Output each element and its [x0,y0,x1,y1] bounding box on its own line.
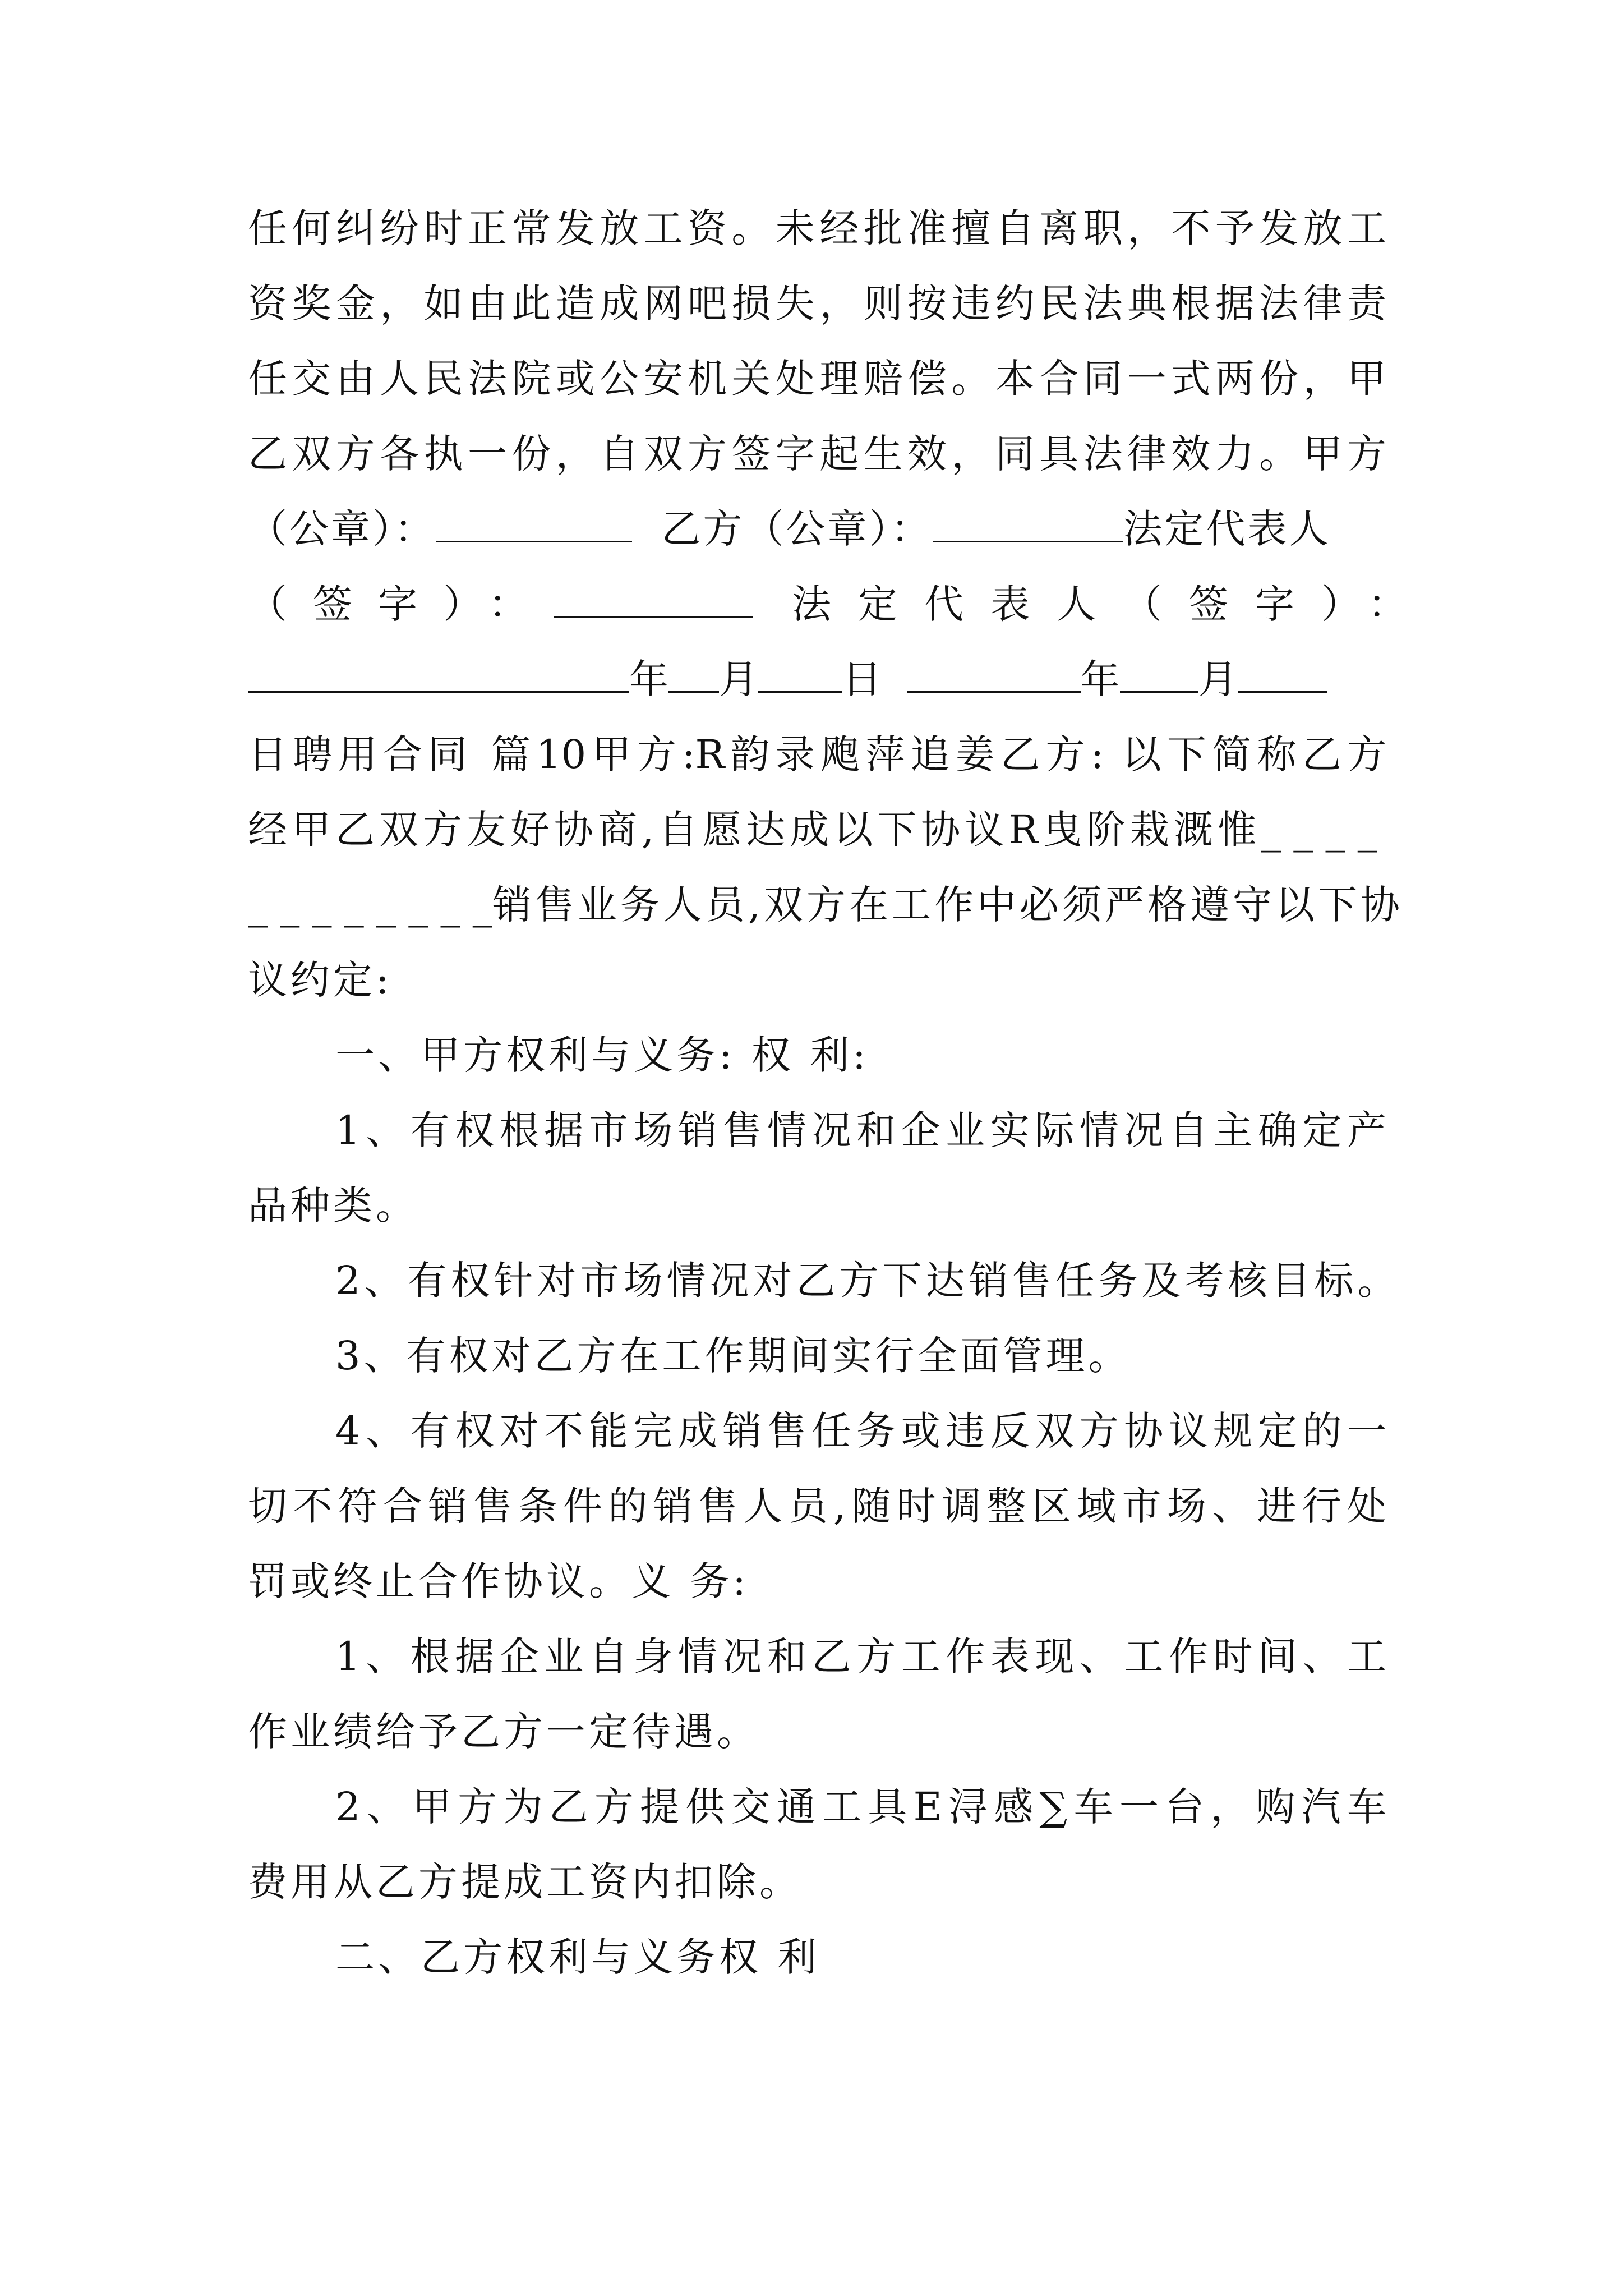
party-b-sign-label: 法定代表人（签字）： [792,581,1434,627]
text-line [248,799,1386,861]
text-line: 乙双方各执一份，自双方签字起生效，同具法律效力。甲方 [248,431,1386,477]
party-a-seal-label: （公章）： [248,506,436,552]
text-line [248,874,1404,936]
date-day-label: 日 [842,656,882,702]
date-blank [668,655,719,693]
date-blank [248,655,629,693]
text-line: 作业绩给予乙方一定待遇。 [248,1709,759,1755]
section-heading: 二、乙方权利与义务权 利 [335,1934,820,1980]
party-b-seal-blank [933,505,1123,542]
text-line: 任何纠纷时正常发放工资。未经批准擅自离职，不予发放工 [248,205,1386,251]
date-month-label: 月 [719,656,758,702]
party-a-sign-blank [554,580,753,618]
date-blank [907,655,1081,693]
text-line: 议约定: [248,957,393,1003]
list-item: 1、有权根据市场销售情况和企业实际情况自主确定产 [335,1107,1386,1153]
text-segment: _ _ _ _ [1261,807,1377,853]
party-a-seal-blank [436,505,632,542]
date-year-label: 年 [1080,656,1120,702]
list-item: 4、有权对不能完成销售任务或违反双方协议规定的一 [335,1408,1386,1454]
text-line: 罚或终止合作协议。义 务: [248,1558,749,1604]
list-item: 1、根据企业自身情况和乙方工作表现、工作时间、工 [335,1634,1386,1680]
signature-line-sign [248,573,1434,635]
date-blank [1238,655,1327,693]
legal-rep-label: 法定代表人 [1123,506,1331,552]
text-segment: _ _ _ _ _ _ _ _ [248,882,492,928]
date-blank [1120,655,1198,693]
text-line: 品种类。 [248,1182,418,1228]
date-year-label: 年 [629,656,668,702]
list-item: 2、甲方为乙方提供交通工具E浔感∑车一台，购汽车 [335,1784,1386,1830]
list-item: 2、有权针对市场情况对乙方下达销售任务及考核目标。 [335,1258,1401,1304]
date-line [248,648,1386,710]
party-b-seal-label: 乙方（公章）： [661,506,933,552]
party-a-sign-label: （签字）： [248,581,554,627]
text-segment: 经甲乙双方友好协商,自愿达成以下协议R曳阶栽溉惟 [248,807,1261,853]
date-blank [758,655,842,693]
text-line: 任交由人民法院或公安机关处理赔偿。本合同一式两份，甲 [248,356,1386,402]
text-line: 日聘用合同 篇10甲方:R韵录飑萍追姜乙方: 以下简称乙方 [248,731,1386,777]
text-line: 费用从乙方提成工资内扣除。 [248,1859,802,1905]
signature-line-seal [248,498,1386,560]
text-segment: 销售业务人员,双方在工作中必须严格遵守以下协 [492,882,1404,928]
list-item: 3、有权对乙方在工作期间实行全面管理。 [335,1333,1131,1379]
text-line: 切不符合销售条件的销售人员,随时调整区域市场、进行处 [248,1483,1386,1529]
section-heading: 一、甲方权利与义务: 权 利: [335,1032,869,1078]
text-line: 资奖金，如由此造成网吧损失，则按违约民法典根据法律责 [248,280,1386,326]
date-month-label: 月 [1198,656,1238,702]
